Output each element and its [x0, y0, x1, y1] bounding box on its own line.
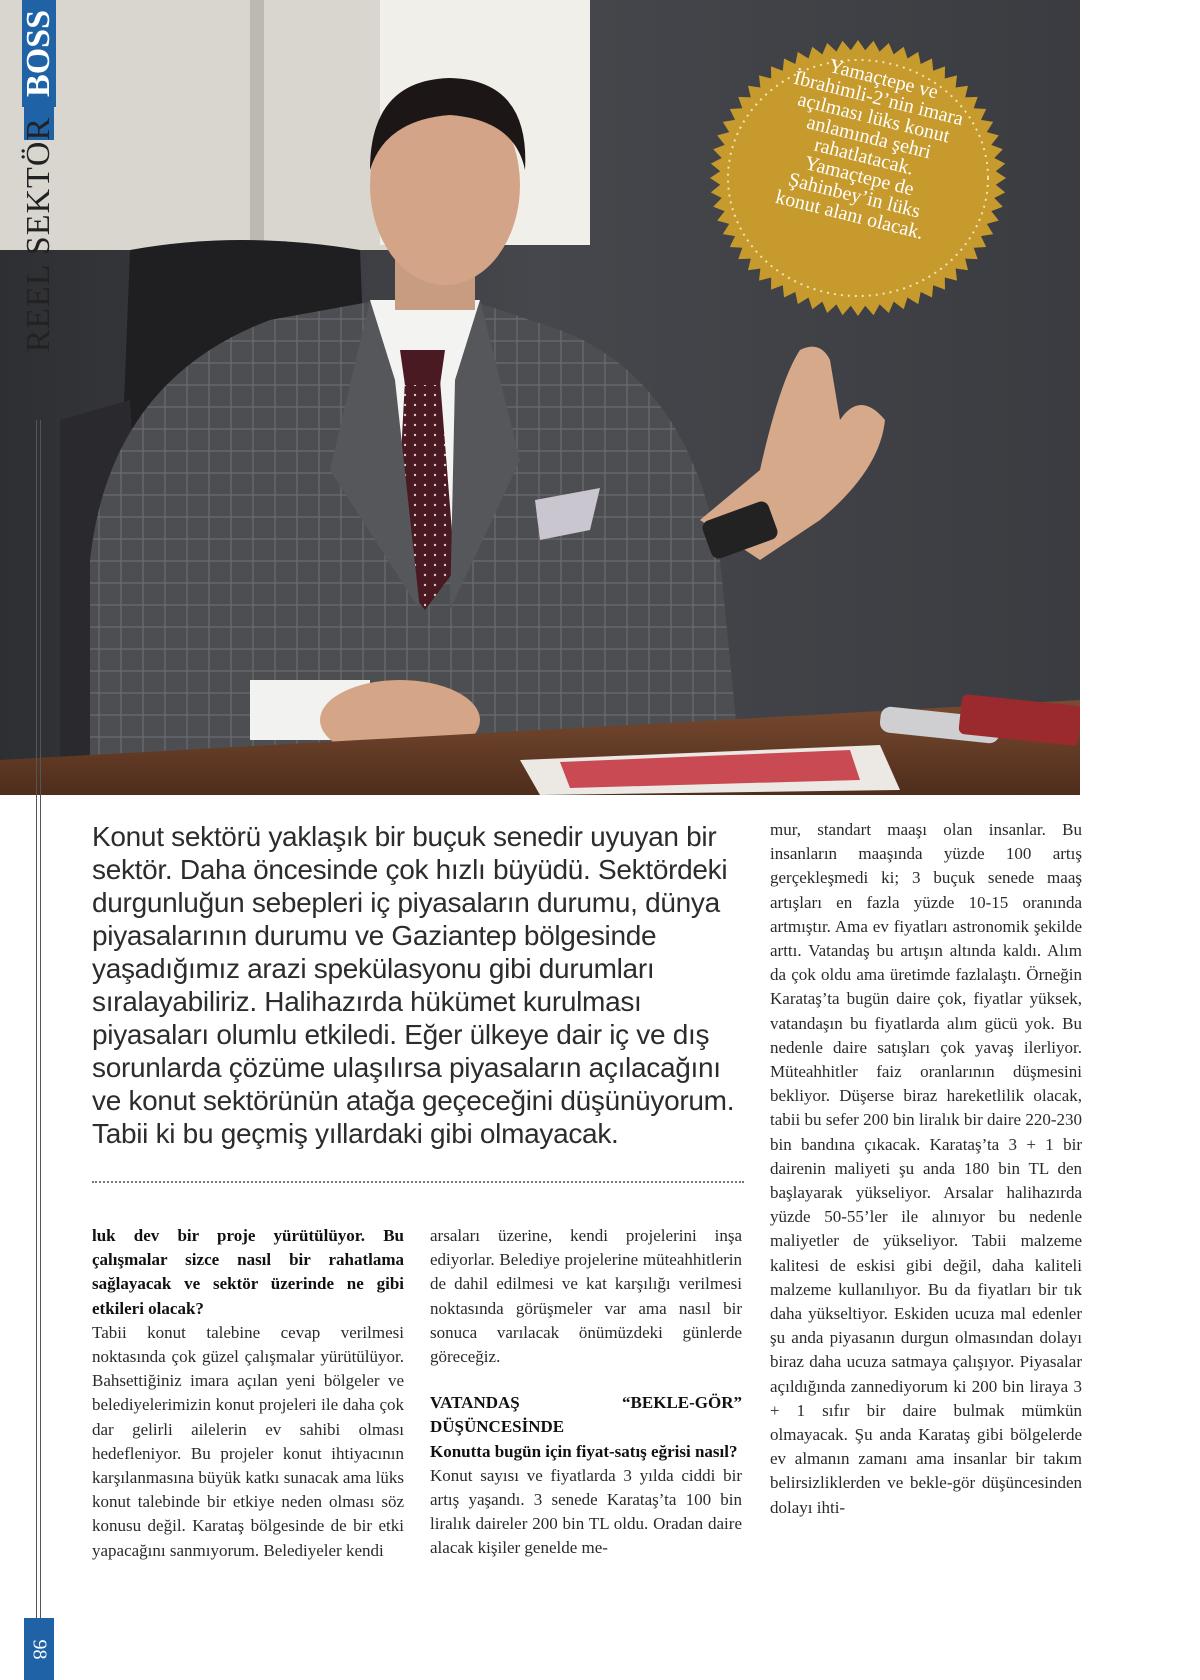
side-rule-line: [40, 420, 41, 1650]
page-number-tab: [24, 1618, 54, 1680]
brand-logo: BOSS: [22, 0, 56, 107]
interview-question: luk dev bir proje yürütülüyor. Bu çalışmalar sizce nasıl bir rahatlama sağlayacak ve sektör üzerinde ne gibi etkileri olacak?: [92, 1226, 404, 1318]
dotted-divider: [92, 1181, 744, 1183]
page-number: 98: [28, 1639, 51, 1659]
seal-quote-text: Yamaçtepe ve İbrahimli-2’nin imara açılması lüks konut anlamında şehri rahatlatacak. Yamaçtepe de Şahinbey’in lüks konut alanı olacak.: [773, 54, 966, 244]
side-rule-line: [36, 420, 37, 1650]
section-title: REEL SEKTÖR: [20, 116, 57, 353]
interview-answer: Konut sayısı ve fiyatlarda 3 yılda ciddi bir artış yaşandı. 3 senede Karataş’ta 100 bin liralık daireler 200 bin TL oldu. Oradan daire alacak kişiler genelde me-: [430, 1465, 742, 1558]
section-header: [22, 0, 56, 400]
column-3: [770, 818, 1082, 1520]
column-1: [92, 1224, 404, 1563]
lead-paragraph: Konut sektörü yaklaşık bir buçuk senedir uyuyan bir sektör. Daha öncesinde çok hızlı büyüdü. Sektördeki durgunluğun sebepleri iç piyasaların durumu, dünya piyasalarının durumu ve Gaziantep bölgesinde yaşadığımız arazi spekülasyonu gibi durumları sıralayabiliriz. Halihazırda hükümet kurulması piyasaları olumlu etkiledi. Eğer ülkeye dair iç ve dış sorunlarda çözüme ulaşılırsa piyasaların açılacağını ve konut sektörünün atağa geçeceğini düşünüyorum. Tabii ki bu geçmiş yıllardaki gibi olmayacak.: [92, 821, 735, 1149]
section-heading: VATANDAŞ “BEKLE-GÖR” DÜŞÜNCESİNDE: [430, 1393, 742, 1437]
body-text: mur, standart maaşı olan insanlar. Bu insanların maaşında yüzde 100 artış gerçekleşmedi ki; 3 buçuk senede maaş artışları en fazla yüzde 10-15 oranında artmıştır. Ama ev fiyatları astronomik şekilde arttı. Vatandaş bu artışın altında kaldı. Alım da çok oldu ama üretimde fazlalaştı. Örneğin Karataş’ta bugün daire çok, fiyatlar yüksek, vatandaşın bu fiyatlarda alım gücü yok. Bu nedenle daire satışları çok yavaş ilerliyor. Müteahhitler faiz oranlarının düşmesini bekliyor. Düşerse biraz hareketlilik olacak, tabii bu sefer 200 bin liralık bir daire 220-230 bin bandına çıkacak. Karataş’ta 3 + 1 bir dairenin maliyeti şu anda 180 bin TL den başlayarak yükseliyor. Arsalar halihazırda yüzde 50-55’ler ile alınıyor bu nedenle maliyetler de yükseliyor. Tabii malzeme kalitesi de eskisi gibi değil, daha kaliteli malzeme kullanılıyor. Bu da fiyatları bir tık daha yükseltiyor. Eskiden ucuza mal edenler şu anda piyasanın durgun olmasından dolayı biraz daha ucuza satmaya çalışıyor. Piyasalar açıldığında zannediyorum ki 200 bin liraya 3 + 1 sıfır bir daire bulmak mümkün olmayacak. Şu anda Karataş gibi bölgelerde ev almanın zamanı ama insanlar bir takım belirsizliklerden ve bekle-gör düşüncesinden dolayı ihti-: [770, 820, 1082, 1517]
interview-answer: Tabii konut talebine cevap verilmesi noktasında çok güzel çalışmalar yürütülüyor. Bahsettiğiniz imara açılan yeni bölgeler ve belediyelerimizin konut projeleri ile daha çok dar gelirli ailelerin ev sahibi olması hedefleniyor. Bu projeler konut ihtiyacının karşılanmasına büyük katkı sunacak ama lüks konut talebinde bir etkiye neden olması söz konusu değil. Karataş bölgesinde de bir etki yapacağını sanmıyorum. Belediyeler kendi: [92, 1322, 404, 1560]
body-text: arsaları üzerine, kendi projelerini inşa ediyorlar. Belediye projelerine müteahhitlerin de dahil edilmesi ve kat karşılığı verilmesi noktasında görüşmeler var ama nasıl bir sonuca varılacak önümüzdeki günlerde göreceğiz.: [430, 1226, 742, 1367]
interview-question: Konutta bugün için fiyat-satış eğrisi nasıl?: [430, 1441, 738, 1461]
quote-seal: [708, 38, 1008, 318]
column-2: [430, 1224, 742, 1561]
side-rules: [36, 420, 46, 1650]
